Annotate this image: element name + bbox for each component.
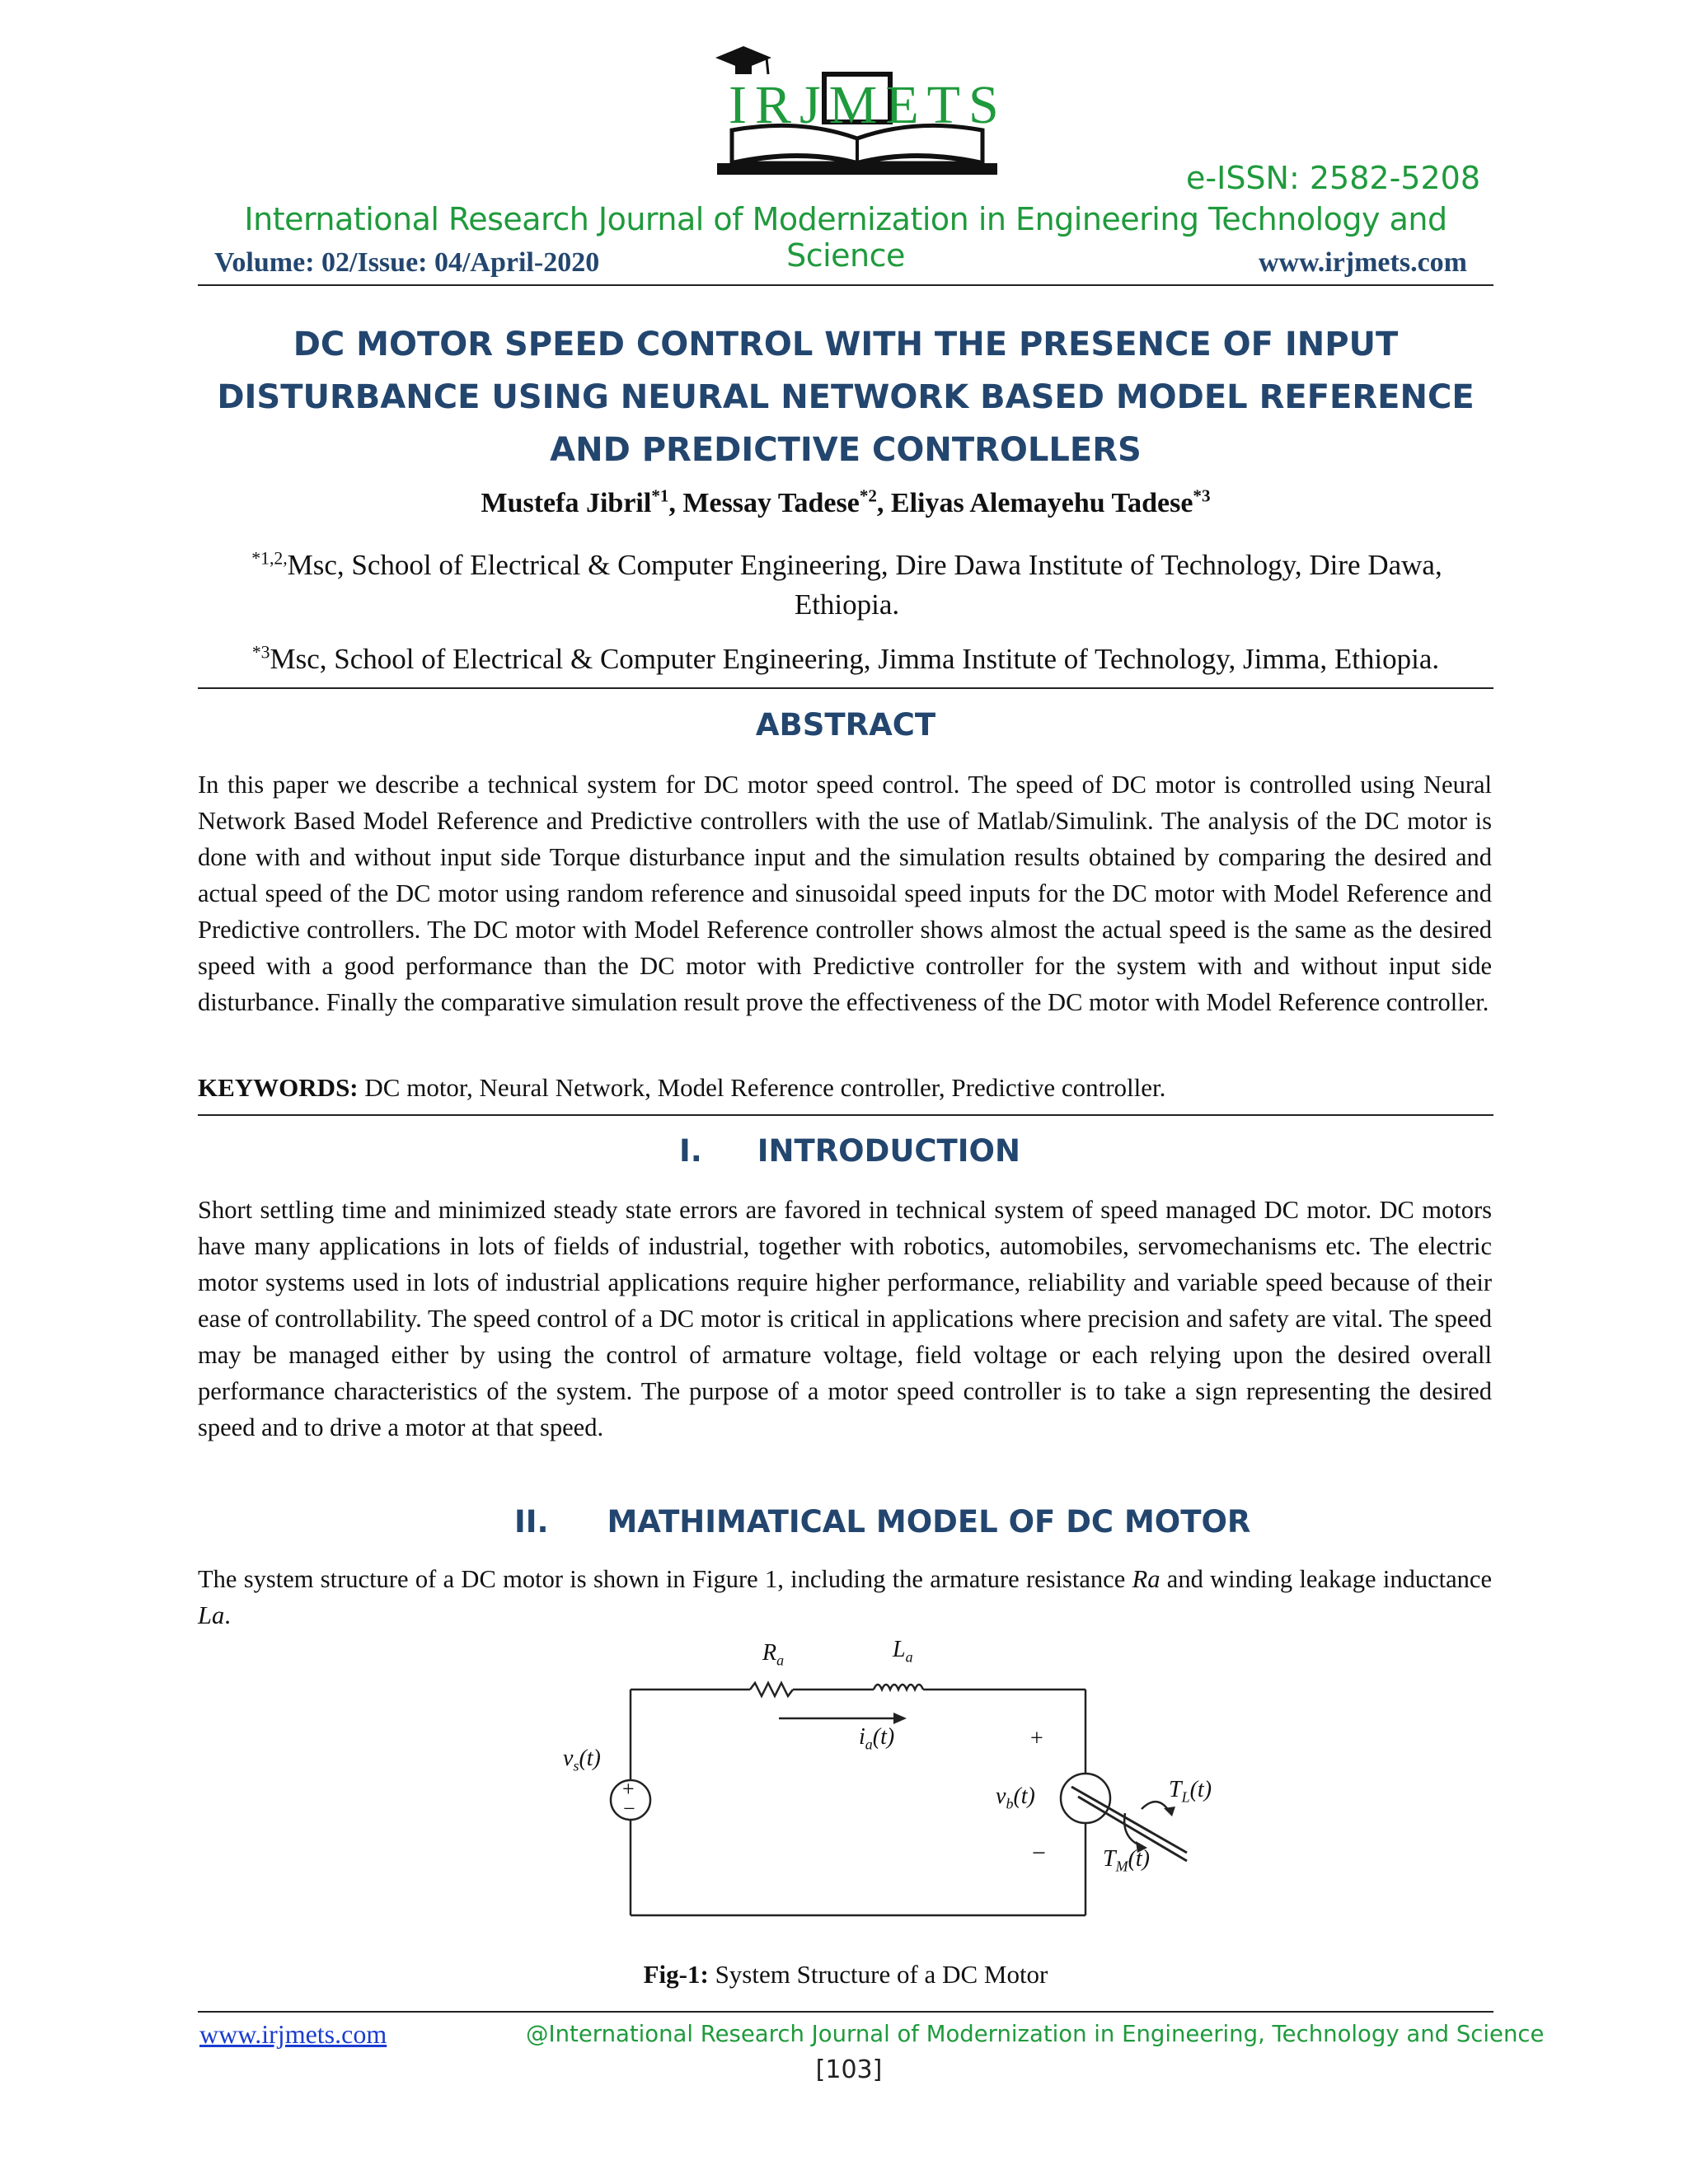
section-2-number: II.: [514, 1504, 549, 1540]
journal-name: International Research Journal of Modernization in Engineering Technology and Science: [244, 201, 1447, 274]
affiliation-divider: [198, 687, 1493, 689]
author-1: Mustefa Jibril: [481, 488, 652, 518]
logo-text: IRJMETS: [729, 75, 1007, 135]
section-1-number: I.: [679, 1133, 702, 1169]
footer-journal: @International Research Journal of Modernization in Engineering, Technology and Science: [526, 2021, 1545, 2047]
keywords-label: KEYWORDS:: [198, 1073, 359, 1102]
vb-label: $v_b(t)$: [996, 1783, 1035, 1812]
tm-label: $T_M(t)$: [1103, 1846, 1151, 1875]
author-2: Messay Tadese: [682, 488, 860, 518]
load-torque-arrow: [1142, 1802, 1170, 1813]
figure-1-caption: [198, 1960, 1493, 1990]
motor-plus: +: [1030, 1726, 1043, 1751]
keywords-divider: [198, 1114, 1493, 1116]
caption-text: System Structure of a DC Motor: [715, 1960, 1048, 1989]
section-2-heading: [514, 1504, 1250, 1540]
source-plus: +: [622, 1777, 635, 1801]
inductor-symbol: [874, 1685, 923, 1690]
section-1-title: INTRODUCTION: [757, 1133, 1020, 1169]
abstract-text: In this paper we describe a technical system for DC motor speed control. The speed of DC motor is controlled using Neural Network Based Model Reference and Predictive controllers with the use of Matlab/Simulink. The analysis of the DC motor is done with and without input side Torque disturbance input and the simulation results obtained by comparing the desired and actual speed of the DC motor using random reference and sinusoidal speed inputs for the DC motor with Model Reference and Predictive controllers. The DC motor with Model Reference controller shows almost the actual speed is the same as the desired speed with a good performance than the DC motor with Predictive controller for the system with and without input side disturbance. Finally the comparative simulation result prove the effectiveness of the DC motor with Model Reference controller.: [198, 771, 1492, 1016]
title-line-3: AND PREDICTIVE CONTROLLERS: [550, 431, 1142, 469]
tl-label: $T_L(t)$: [1169, 1777, 1212, 1806]
motor-minus: −: [1032, 1840, 1046, 1867]
motor-symbol: [1061, 1774, 1110, 1823]
ra-symbol: Ra: [1132, 1565, 1160, 1593]
issn: e-ISSN: 2582-5208: [1186, 160, 1480, 196]
page-number: [103]: [815, 2055, 883, 2084]
section-2-text: The system structure of a DC motor is shown in Figure 1, including the armature resistance Ra and winding leakage inductance La.: [198, 1565, 1492, 1629]
footer-divider: [198, 2011, 1493, 2013]
volume-info: Volume: 02/Issue: 04/April-2020: [214, 247, 600, 278]
load-torque-arrow-head: [1164, 1807, 1175, 1816]
keywords: [198, 1073, 1165, 1103]
caption-label: Fig-1:: [643, 1960, 709, 1989]
ia-label: $i_a(t)$: [859, 1724, 895, 1753]
source-minus: −: [623, 1797, 635, 1821]
keywords-list: DC motor, Neural Network, Model Reference controller, Predictive controller.: [364, 1073, 1166, 1102]
header-divider: [198, 284, 1493, 286]
figure-1: [544, 1637, 1253, 1937]
title-line-2: DISTURBANCE USING NEURAL NETWORK BASED MODEL REFERENCE: [217, 378, 1475, 416]
la-label: $L_a$: [893, 1637, 913, 1666]
ra-label: $R_a$: [762, 1640, 785, 1669]
section-1-heading: [679, 1133, 1020, 1169]
section-2-title: MATHIMATICAL MODEL OF DC MOTOR: [607, 1504, 1251, 1540]
current-arrow-head: [893, 1713, 907, 1724]
footer-website-link[interactable]: www.irjmets.com: [199, 2019, 387, 2049]
abstract-heading: ABSTRACT: [755, 707, 936, 743]
affiliation-1: $^{*1,2,}$Msc, School of Electrical & Computer Engineering, Dire Dawa Institute of Technology, Dire Dawa, Ethiopia.: [251, 548, 1442, 621]
affiliation-2: $^{*3}$Msc, School of Electrical & Computer Engineering, Jimma Institute of Technology, Jimma, Ethiopia.: [251, 642, 1440, 675]
paper-title: [198, 318, 1493, 476]
journal-logo: [709, 40, 1006, 180]
dc-motor-circuit: [544, 1640, 1253, 1937]
introduction-text: Short settling time and minimized steady state errors are favored in technical system of speed managed DC motor. DC motors have many applications in lots of fields of industrial, together with robotics, automobiles, servomechanisms etc. The electric motor systems used in lots of industrial applications require higher performance, reliability and variable speed because of their ease of controllability. The speed control of a DC motor is critical in applications where precision and safety are vital. The speed may be managed either by using the control of armature voltage, field voltage or each relying upon the desired overall performance characteristics of the system. The purpose of a motor speed controller is to take a sign representing the desired speed and to drive a motor at that speed.: [198, 1196, 1492, 1441]
header-website: www.irjmets.com: [1258, 247, 1467, 278]
vs-label: $v_s(t)$: [563, 1746, 601, 1774]
authors: Mustefa Jibril$^{*1}$, Messay Tadese$^{*2}$, Eliyas Alemayehu Tadese$^{*3}$: [481, 485, 1211, 518]
author-3: Eliyas Alemayehu Tadese: [890, 488, 1193, 518]
resistor-symbol: [750, 1683, 793, 1696]
la-symbol: La: [198, 1601, 225, 1629]
title-line-1: DC MOTOR SPEED CONTROL WITH THE PRESENCE OF INPUT: [293, 326, 1399, 363]
